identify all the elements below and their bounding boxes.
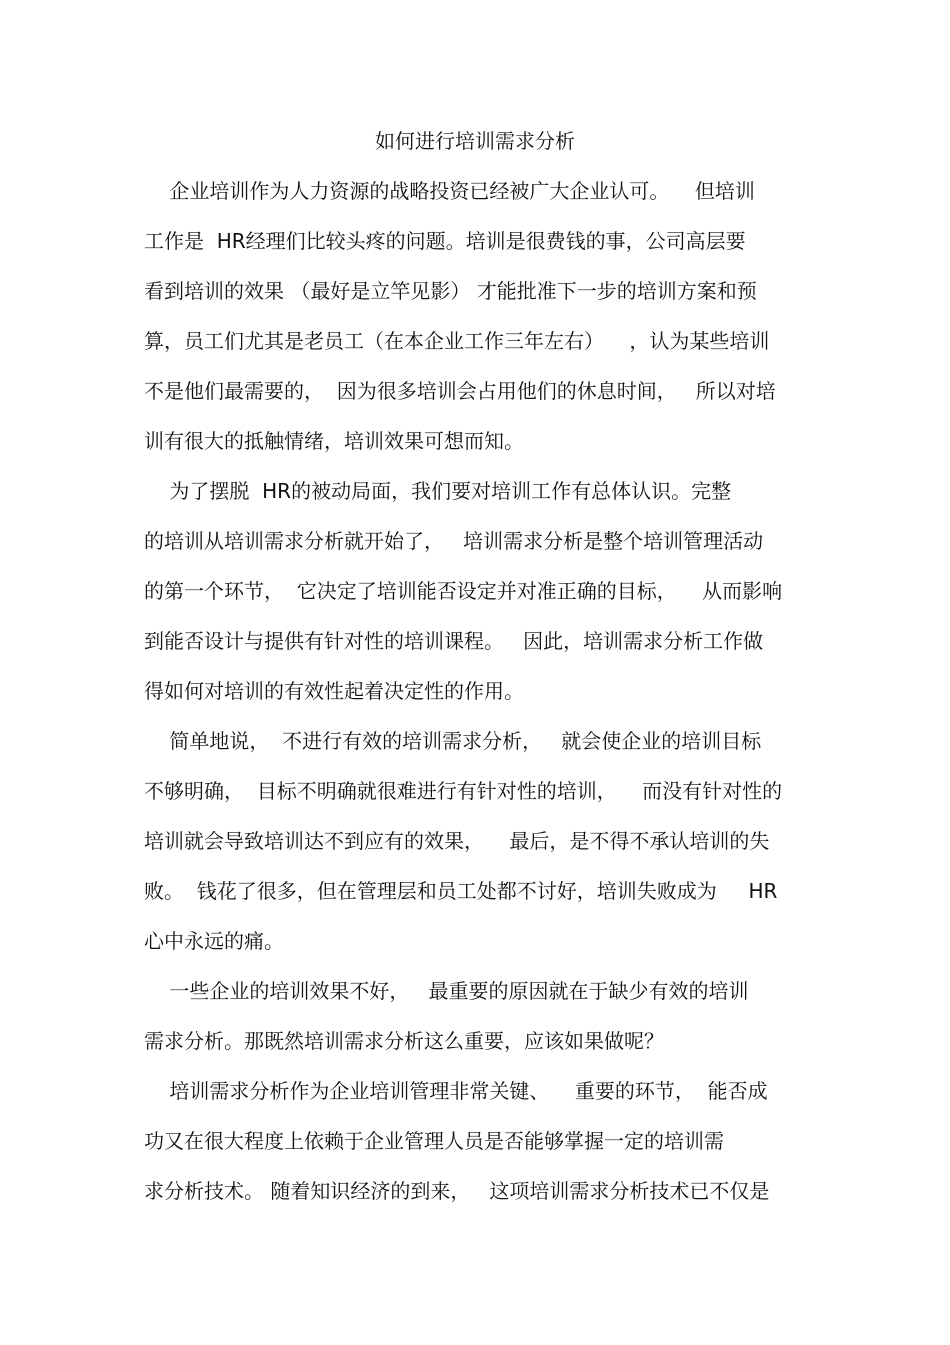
text-line: 的第一个环节， 它决定了培训能否设定并对准正确的目标， 从而影响 xyxy=(144,579,783,603)
text-line: 到能否设计与提供有针对性的培训课程。 因此，培训需求分析工作做 xyxy=(144,629,764,653)
text-line: 看到培训的效果 （最好是立竿见影） 才能批准下一步的培训方案和预 xyxy=(144,279,757,303)
text-line: 不是他们最需要的， 因为很多培训会占用他们的休息时间， 所以对培 xyxy=(144,379,776,403)
text-line: 败。 钱花了很多，但在管理层和员工处都不讨好，培训失败成为 HR xyxy=(144,879,778,903)
text-line: 功又在很大程度上依赖于企业管理人员是否能够掌握一定的培训需 xyxy=(144,1129,724,1153)
text-line: 培训需求分析作为企业培训管理非常关键、 重要的环节， 能否成 xyxy=(144,1079,768,1103)
text-line: 需求分析。那既然培训需求分析这么重要，应该如果做呢？ xyxy=(144,1029,664,1053)
text-line: 一些企业的培训效果不好， 最重要的原因就在于缺少有效的培训 xyxy=(144,979,749,1003)
text-line: 企业培训作为人力资源的战略投资已经被广大企业认可。 但培训 xyxy=(144,179,755,203)
text-line: 不够明确， 目标不明确就很难进行有针对性的培训， 而没有针对性的 xyxy=(144,779,783,803)
text-line: 培训就会导致培训达不到应有的效果， 最后，是不得不承认培训的失 xyxy=(144,829,770,853)
text-line: 求分析技术。 随着知识经济的到来， 这项培训需求分析技术已不仅是 xyxy=(144,1179,770,1203)
text-line: 训有很大的抵触情绪，培训效果可想而知。 xyxy=(144,429,524,453)
text-line: 简单地说， 不进行有效的培训需求分析， 就会使企业的培训目标 xyxy=(144,729,762,753)
text-line: 得如何对培训的有效性起着决定性的作用。 xyxy=(144,679,524,703)
text-line: 工作是 HR经理们比较头疼的问题。培训是很费钱的事，公司高层要 xyxy=(144,229,746,253)
text-line: 为了摆脱 HR的被动局面，我们要对培训工作有总体认识。完整 xyxy=(144,479,732,503)
text-line: 的培训从培训需求分析就开始了， 培训需求分析是整个培训管理活动 xyxy=(144,529,764,553)
text-line: 心中永远的痛。 xyxy=(144,929,284,953)
document-title: 如何进行培训需求分析 xyxy=(375,129,575,153)
text-line: 算，员工们尤其是老员工（在本企业工作三年左右） ，认为某些培训 xyxy=(144,329,770,353)
